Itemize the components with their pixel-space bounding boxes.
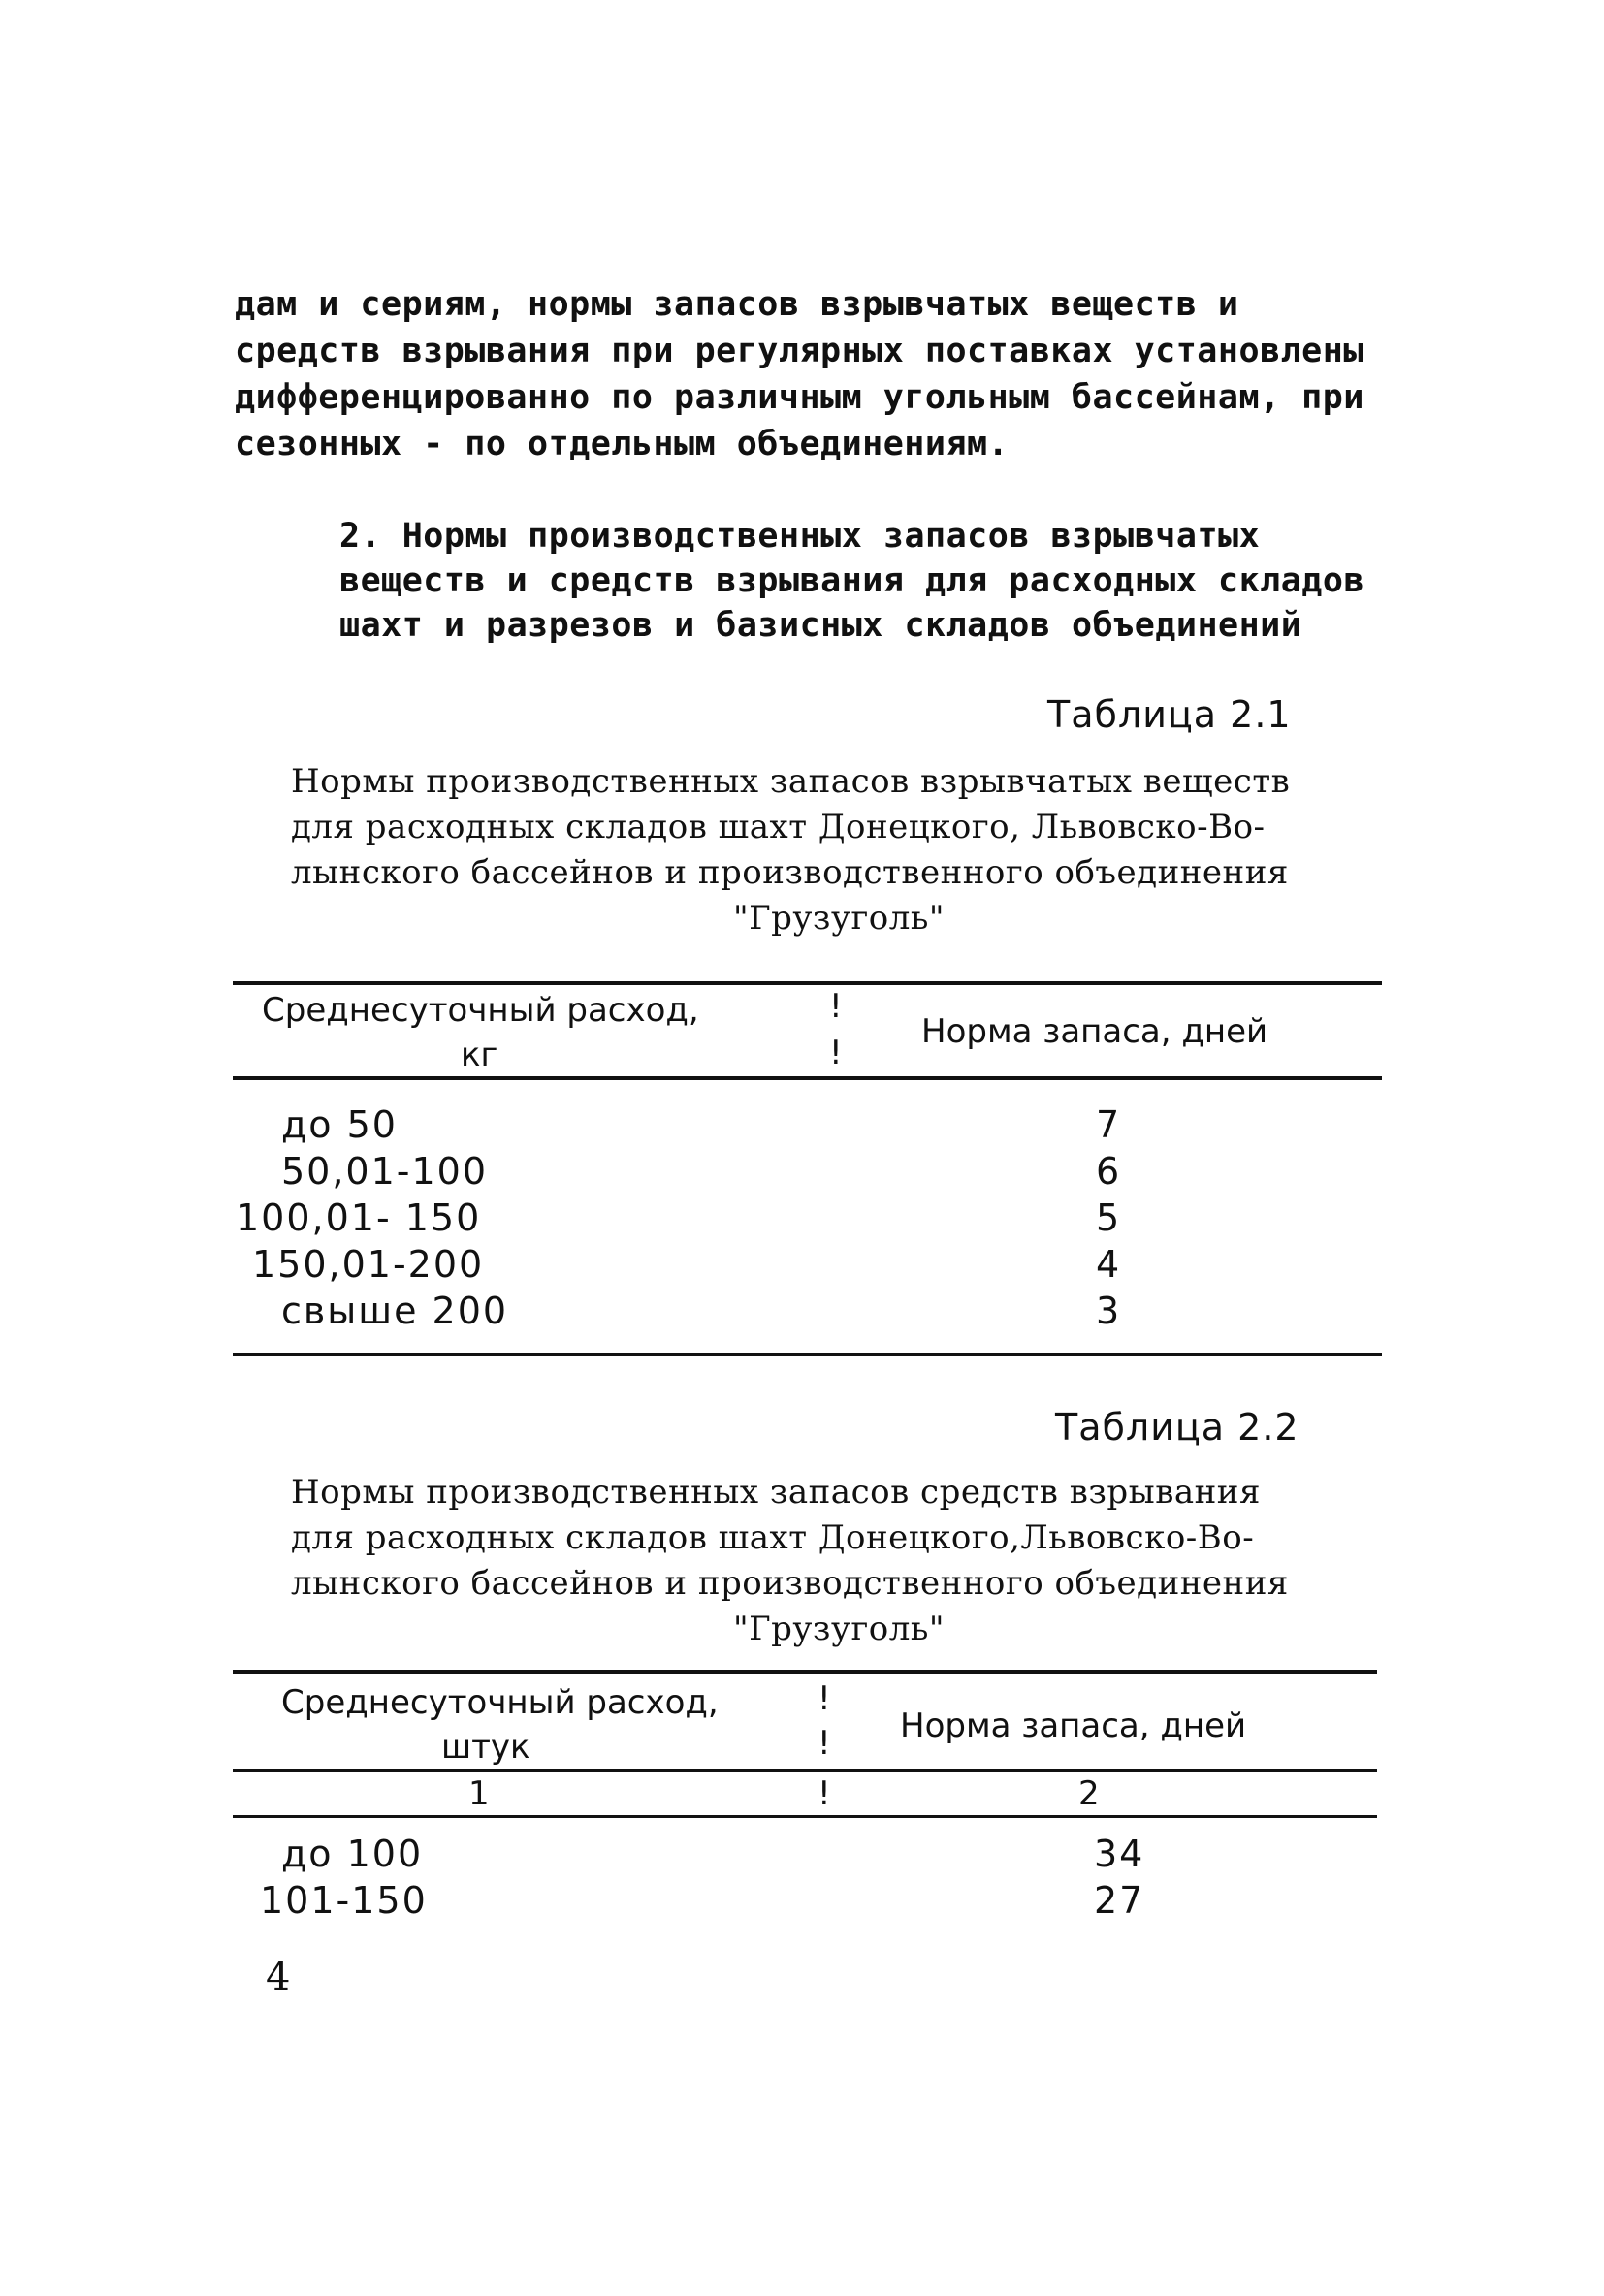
section-heading	[339, 514, 1406, 648]
table-2-2-separator: !	[818, 1679, 831, 1718]
table-2-1-bottom-rule	[233, 1353, 1382, 1356]
table-row-days: 3	[1096, 1290, 1122, 1332]
page-number: 4	[266, 1955, 291, 1999]
table-2-2-separator: !	[818, 1774, 831, 1813]
table-row-range: 101-150	[260, 1879, 428, 1922]
caption-line: "Грузуголь"	[733, 1610, 945, 1648]
caption-line: Нормы производственных запасов взрывчатых веществ	[291, 762, 1291, 801]
table-2-1-separator: !	[829, 1034, 843, 1072]
intro-line: сезонных - по отдельным объединениям.	[235, 425, 1010, 463]
section-heading-line: веществ и средств взрывания для расходных складов	[339, 561, 1365, 600]
table-row-range: свыше 200	[281, 1290, 509, 1332]
table-2-2-header-rule	[233, 1769, 1377, 1772]
table-2-1-separator: !	[829, 987, 843, 1026]
table-row-range: 100,01- 150	[236, 1196, 482, 1239]
table-row-days: 7	[1096, 1103, 1122, 1146]
table-2-1-col1-unit: кг	[461, 1036, 498, 1074]
table-row-days: 4	[1096, 1243, 1122, 1286]
table-row-days: 6	[1096, 1150, 1122, 1193]
table-2-2-separator: !	[818, 1724, 831, 1763]
table-row-range: 150,01-200	[252, 1243, 485, 1286]
table-2-1-col1-header: Среднесуточный расход,	[262, 991, 699, 1030]
table-2-2-col1-header: Среднесуточный расход,	[281, 1683, 719, 1722]
table-2-2-top-rule	[233, 1670, 1377, 1674]
table-2-2-col2-number: 2	[1078, 1774, 1100, 1813]
table-row-range: до 50	[281, 1103, 398, 1146]
table-2-2-label: Таблица 2.2	[1055, 1406, 1299, 1449]
table-2-1-top-rule	[233, 981, 1382, 985]
intro-paragraph	[235, 281, 1389, 467]
table-2-1-label: Таблица 2.1	[1047, 693, 1292, 736]
table-2-2-caption	[291, 1470, 1387, 1652]
table-2-2-col1-number: 1	[468, 1774, 490, 1813]
caption-line: для расходных складов шахт Донецкого,Львовско-Во-	[291, 1518, 1255, 1557]
caption-line: лынского бассейнов и производственного объединения	[291, 1564, 1289, 1603]
table-2-1-col2-header: Норма запаса, дней	[921, 1012, 1268, 1051]
intro-line: дам и сериям, нормы запасов взрывчатых веществ и	[235, 285, 1239, 324]
section-heading-line: 2. Нормы производственных запасов взрывчатых	[339, 517, 1261, 556]
table-2-2-col1-unit: штук	[441, 1728, 530, 1767]
table-2-1-header-rule	[233, 1076, 1382, 1080]
table-2-2-col2-header: Норма запаса, дней	[900, 1706, 1247, 1745]
caption-line: "Грузуголь"	[733, 899, 945, 938]
intro-line: средств взрывания при регулярных поставках установлены	[235, 332, 1364, 370]
table-row-days: 5	[1096, 1196, 1122, 1239]
table-2-2-number-rule	[233, 1815, 1377, 1818]
table-row-range: 50,01-100	[281, 1150, 489, 1193]
intro-line: дифференцированно по различным угольным бассейнам, при	[235, 378, 1364, 417]
table-row-days: 27	[1094, 1879, 1145, 1922]
caption-line: для расходных складов шахт Донецкого, Львовско-Во-	[291, 808, 1266, 846]
section-heading-line: шахт и разрезов и базисных складов объединений	[339, 606, 1302, 645]
table-row-days: 34	[1094, 1833, 1145, 1875]
table-2-1-caption	[291, 759, 1387, 941]
caption-line: лынского бассейнов и производственного объединения	[291, 853, 1289, 892]
table-row-range: до 100	[281, 1833, 424, 1875]
caption-line: Нормы производственных запасов средств взрывания	[291, 1473, 1261, 1512]
